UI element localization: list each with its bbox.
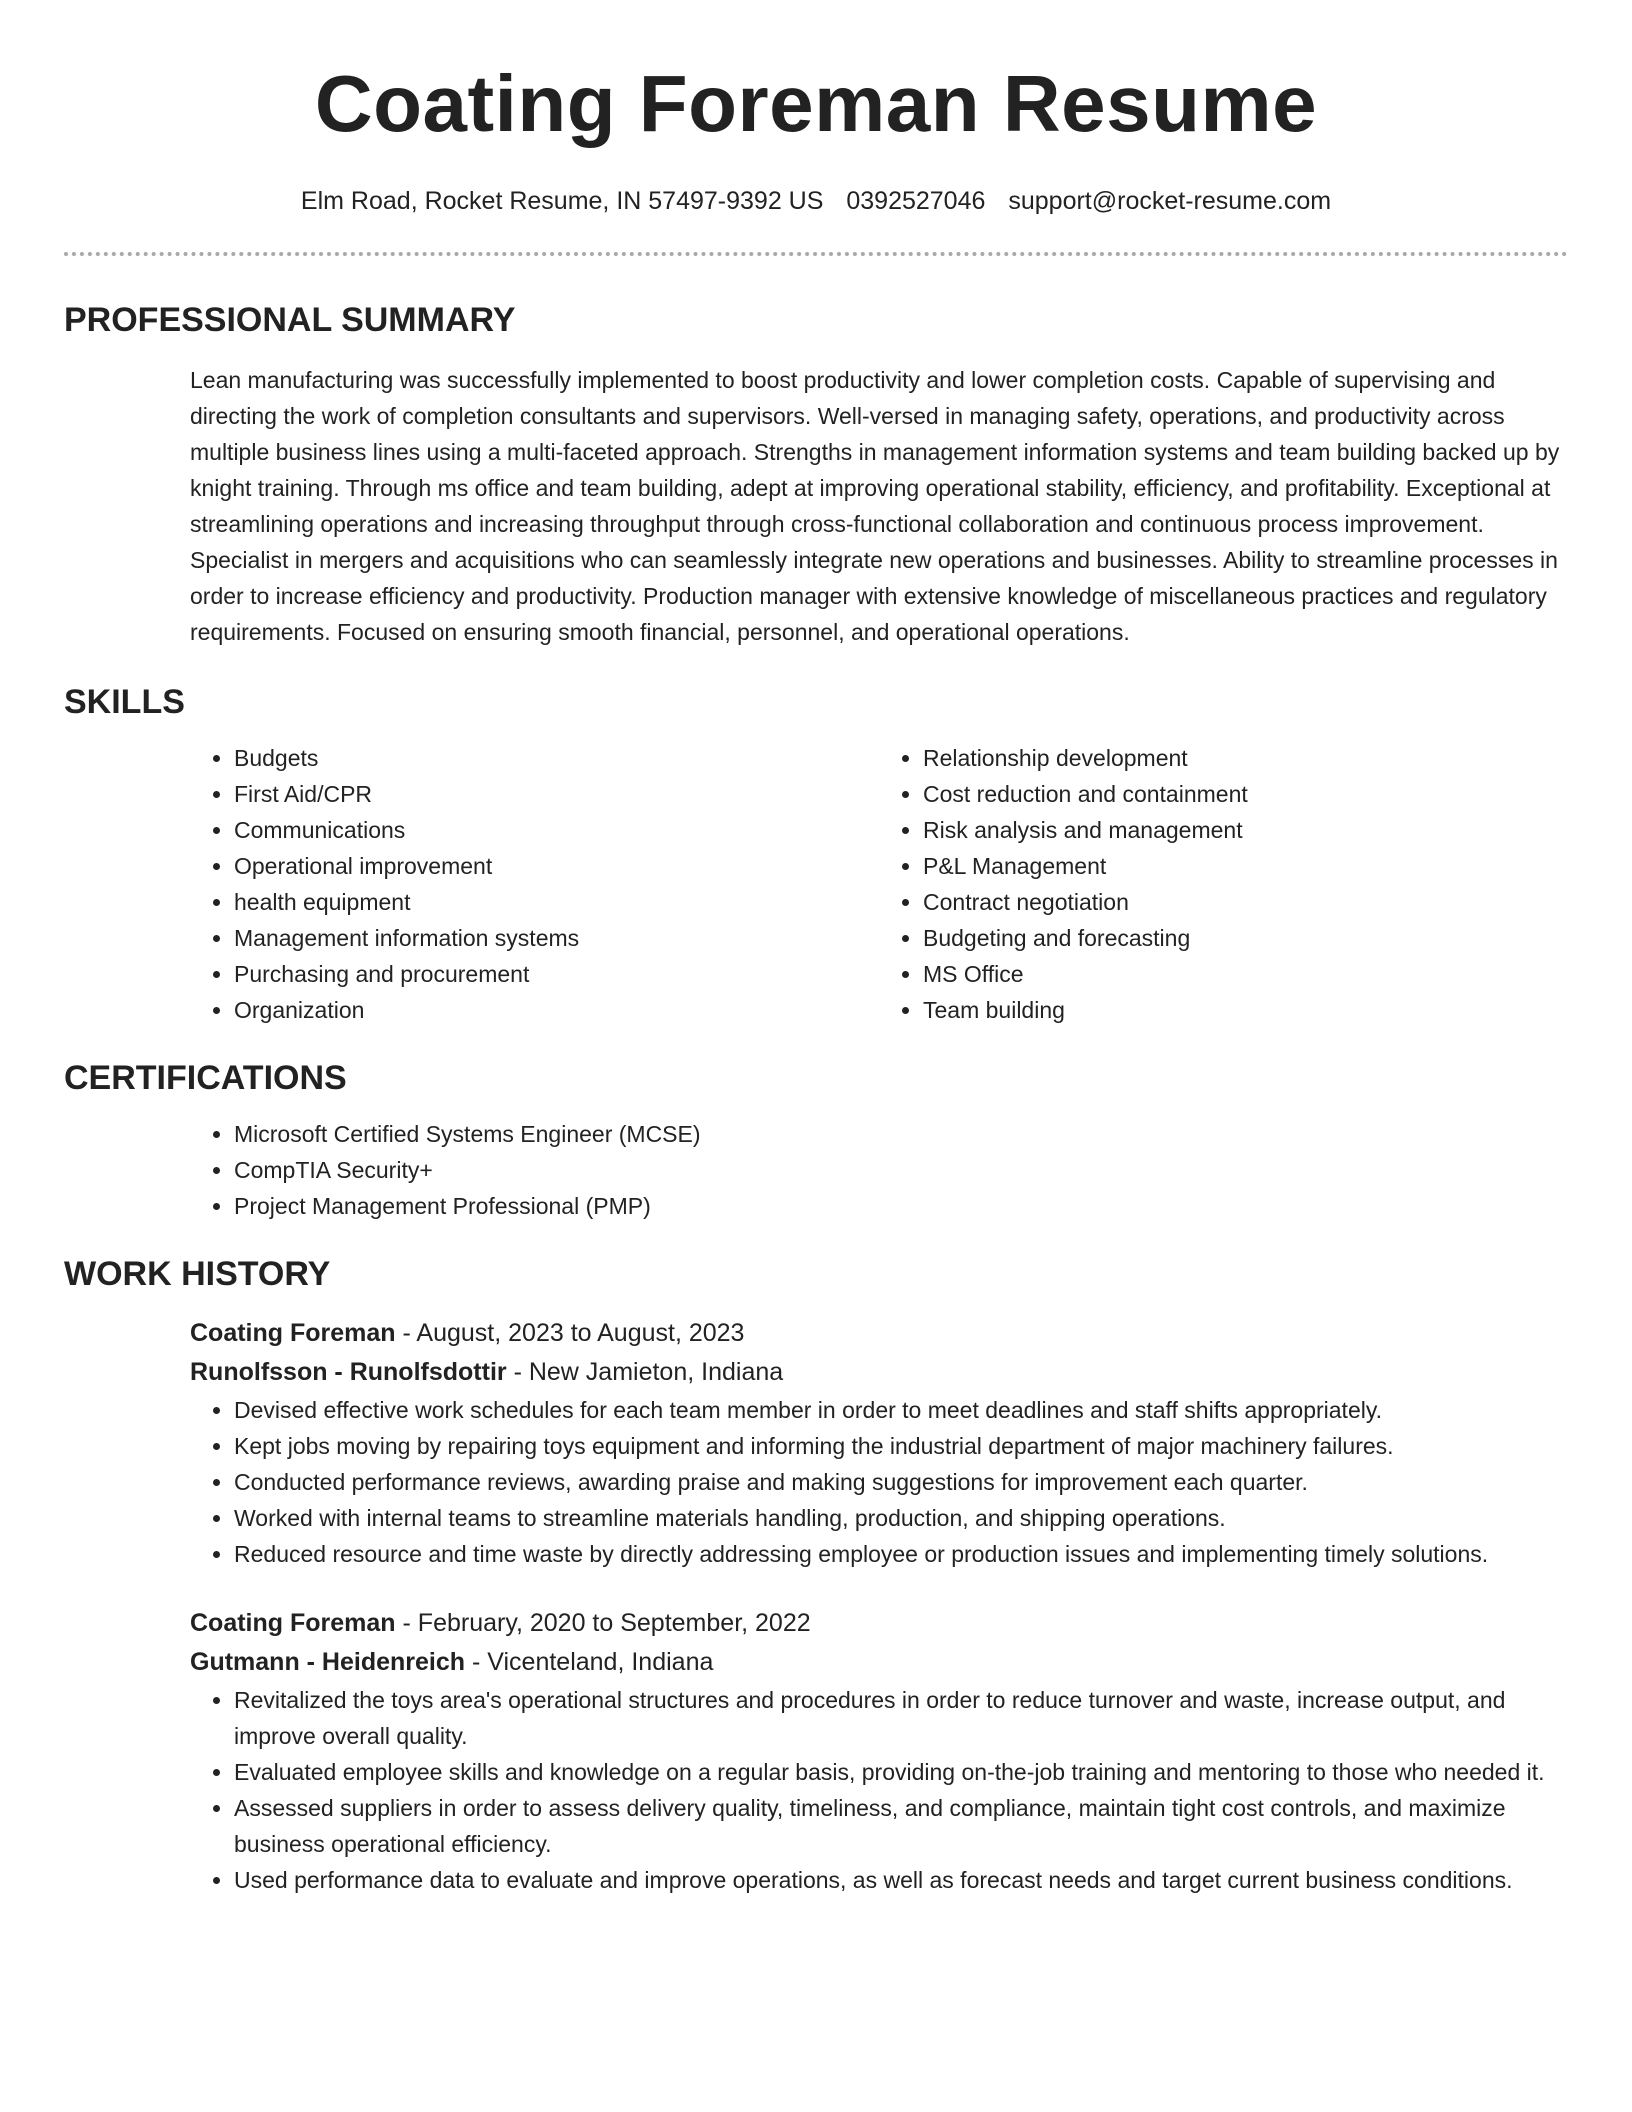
job-bullet: • Worked with internal teams to streamline materials handling, production, and shipping operations. (234, 1500, 1568, 1536)
contact-phone: 0392527046 (846, 187, 986, 215)
work-history-content (190, 1314, 1568, 1898)
skill-item: • health equipment (234, 884, 879, 920)
skill-item: • Communications (234, 812, 879, 848)
skills-grid (190, 740, 1568, 1028)
certifications-heading: CERTIFICATIONS (64, 1059, 347, 1097)
contact-line (0, 184, 1632, 218)
skill-item: • Operational improvement (234, 848, 879, 884)
job-bullet: • Kept jobs moving by repairing toys equipment and informing the industrial department of major machinery failures. (234, 1428, 1568, 1464)
skill-item: • Contract negotiation (923, 884, 1568, 920)
job-entry (190, 1314, 1568, 1572)
skill-item: • MS Office (923, 956, 1568, 992)
job-bullet: • Devised effective work schedules for each team member in order to meet deadlines and staff shifts appropriately. (234, 1392, 1568, 1428)
job-location: - New Jamieton, Indiana (506, 1358, 784, 1386)
certification-item: • Project Management Professional (PMP) (234, 1188, 1568, 1224)
job-dates: - February, 2020 to September, 2022 (395, 1609, 811, 1637)
summary-text: Lean manufacturing was successfully implemented to boost productivity and lower completion costs. Capable of supervising and directing the work of completion consultants and supervisors. Well-versed in managing safety, operations, and productivity across multiple business lines using a multi-faceted approach. Strengths in management information systems and team building backed up by knight training. Through ms office and team building, adept at improving operational stability, efficiency, and profitability. Exceptional at streamlining operations and increasing throughput through cross-functional collaboration and continuous process improvement. Specialist in mergers and acquisitions who can seamlessly integrate new operations and businesses. Ability to streamline processes in order to increase efficiency and productivity. Production manager with extensive knowledge of miscellaneous practices and regulatory requirements. Focused on ensuring smooth financial, personnel, and operational operations. (190, 367, 1560, 645)
skill-item: • Relationship development (923, 740, 1568, 776)
job-company-line (190, 1643, 1568, 1682)
certifications-content (190, 1116, 1568, 1224)
certification-item: • CompTIA Security+ (234, 1152, 1568, 1188)
skill-item: • Budgeting and forecasting (923, 920, 1568, 956)
skill-item: • First Aid/CPR (234, 776, 879, 812)
resume-header (0, 0, 1632, 218)
job-title-line (190, 1314, 1568, 1353)
contact-address: Elm Road, Rocket Resume, IN 57497-9392 US (300, 187, 824, 215)
job-company: Gutmann - Heidenreich (190, 1648, 466, 1676)
job-title: Coating Foreman (190, 1609, 396, 1637)
job-company-line (190, 1353, 1568, 1392)
job-bullet: • Assessed suppliers in order to assess delivery quality, timeliness, and compliance, maintain tight cost controls, and maximize business operational efficiency. (234, 1790, 1568, 1862)
job-bullet: • Revitalized the toys area's operational structures and procedures in order to reduce turnover and waste, increase output, and improve overall quality. (234, 1682, 1568, 1754)
job-title: Coating Foreman (190, 1319, 396, 1347)
job-bullet: • Used performance data to evaluate and improve operations, as well as forecast needs and target current business conditions. (234, 1862, 1568, 1898)
job-dates: - August, 2023 to August, 2023 (395, 1319, 745, 1347)
contact-email: support@rocket-resume.com (1008, 187, 1332, 215)
job-bullet: • Evaluated employee skills and knowledge on a regular basis, providing on-the-job training and mentoring to those who needed it. (234, 1754, 1568, 1790)
certifications-list (190, 1116, 1568, 1224)
resume-title: Coating Foreman Resume (314, 59, 1318, 148)
summary-content (190, 362, 1568, 650)
skill-item: • Risk analysis and management (923, 812, 1568, 848)
skill-item: • Purchasing and procurement (234, 956, 879, 992)
skill-item: • Organization (234, 992, 879, 1028)
summary-section (64, 298, 1568, 650)
skill-item: • Budgets (234, 740, 879, 776)
certifications-section (64, 1056, 1568, 1224)
certification-item: • Microsoft Certified Systems Engineer (MCSE) (234, 1116, 1568, 1152)
job-title-line (190, 1604, 1568, 1643)
skill-item: • Management information systems (234, 920, 879, 956)
job-bullet: • Reduced resource and time waste by directly addressing employee or production issues and implementing timely solutions. (234, 1536, 1568, 1572)
summary-heading: PROFESSIONAL SUMMARY (64, 301, 516, 339)
skills-left-column (190, 740, 879, 1028)
skill-item: • Team building (923, 992, 1568, 1028)
header-divider (64, 252, 1568, 256)
skill-item: • P&L Management (923, 848, 1568, 884)
job-bullet: • Conducted performance reviews, awarding praise and making suggestions for improvement each quarter. (234, 1464, 1568, 1500)
job-company: Runolfsson - Runolfsdottir (190, 1358, 507, 1386)
work-history-section (64, 1252, 1568, 1898)
skills-right-column (879, 740, 1568, 1028)
work-history-heading: WORK HISTORY (64, 1255, 331, 1293)
job-location: - Vicenteland, Indiana (465, 1648, 714, 1676)
job-bullets (190, 1392, 1568, 1572)
job-entry (190, 1604, 1568, 1898)
skill-item: • Cost reduction and containment (923, 776, 1568, 812)
skills-section (64, 680, 1568, 1028)
job-bullets (190, 1682, 1568, 1898)
skills-heading: SKILLS (64, 683, 185, 721)
